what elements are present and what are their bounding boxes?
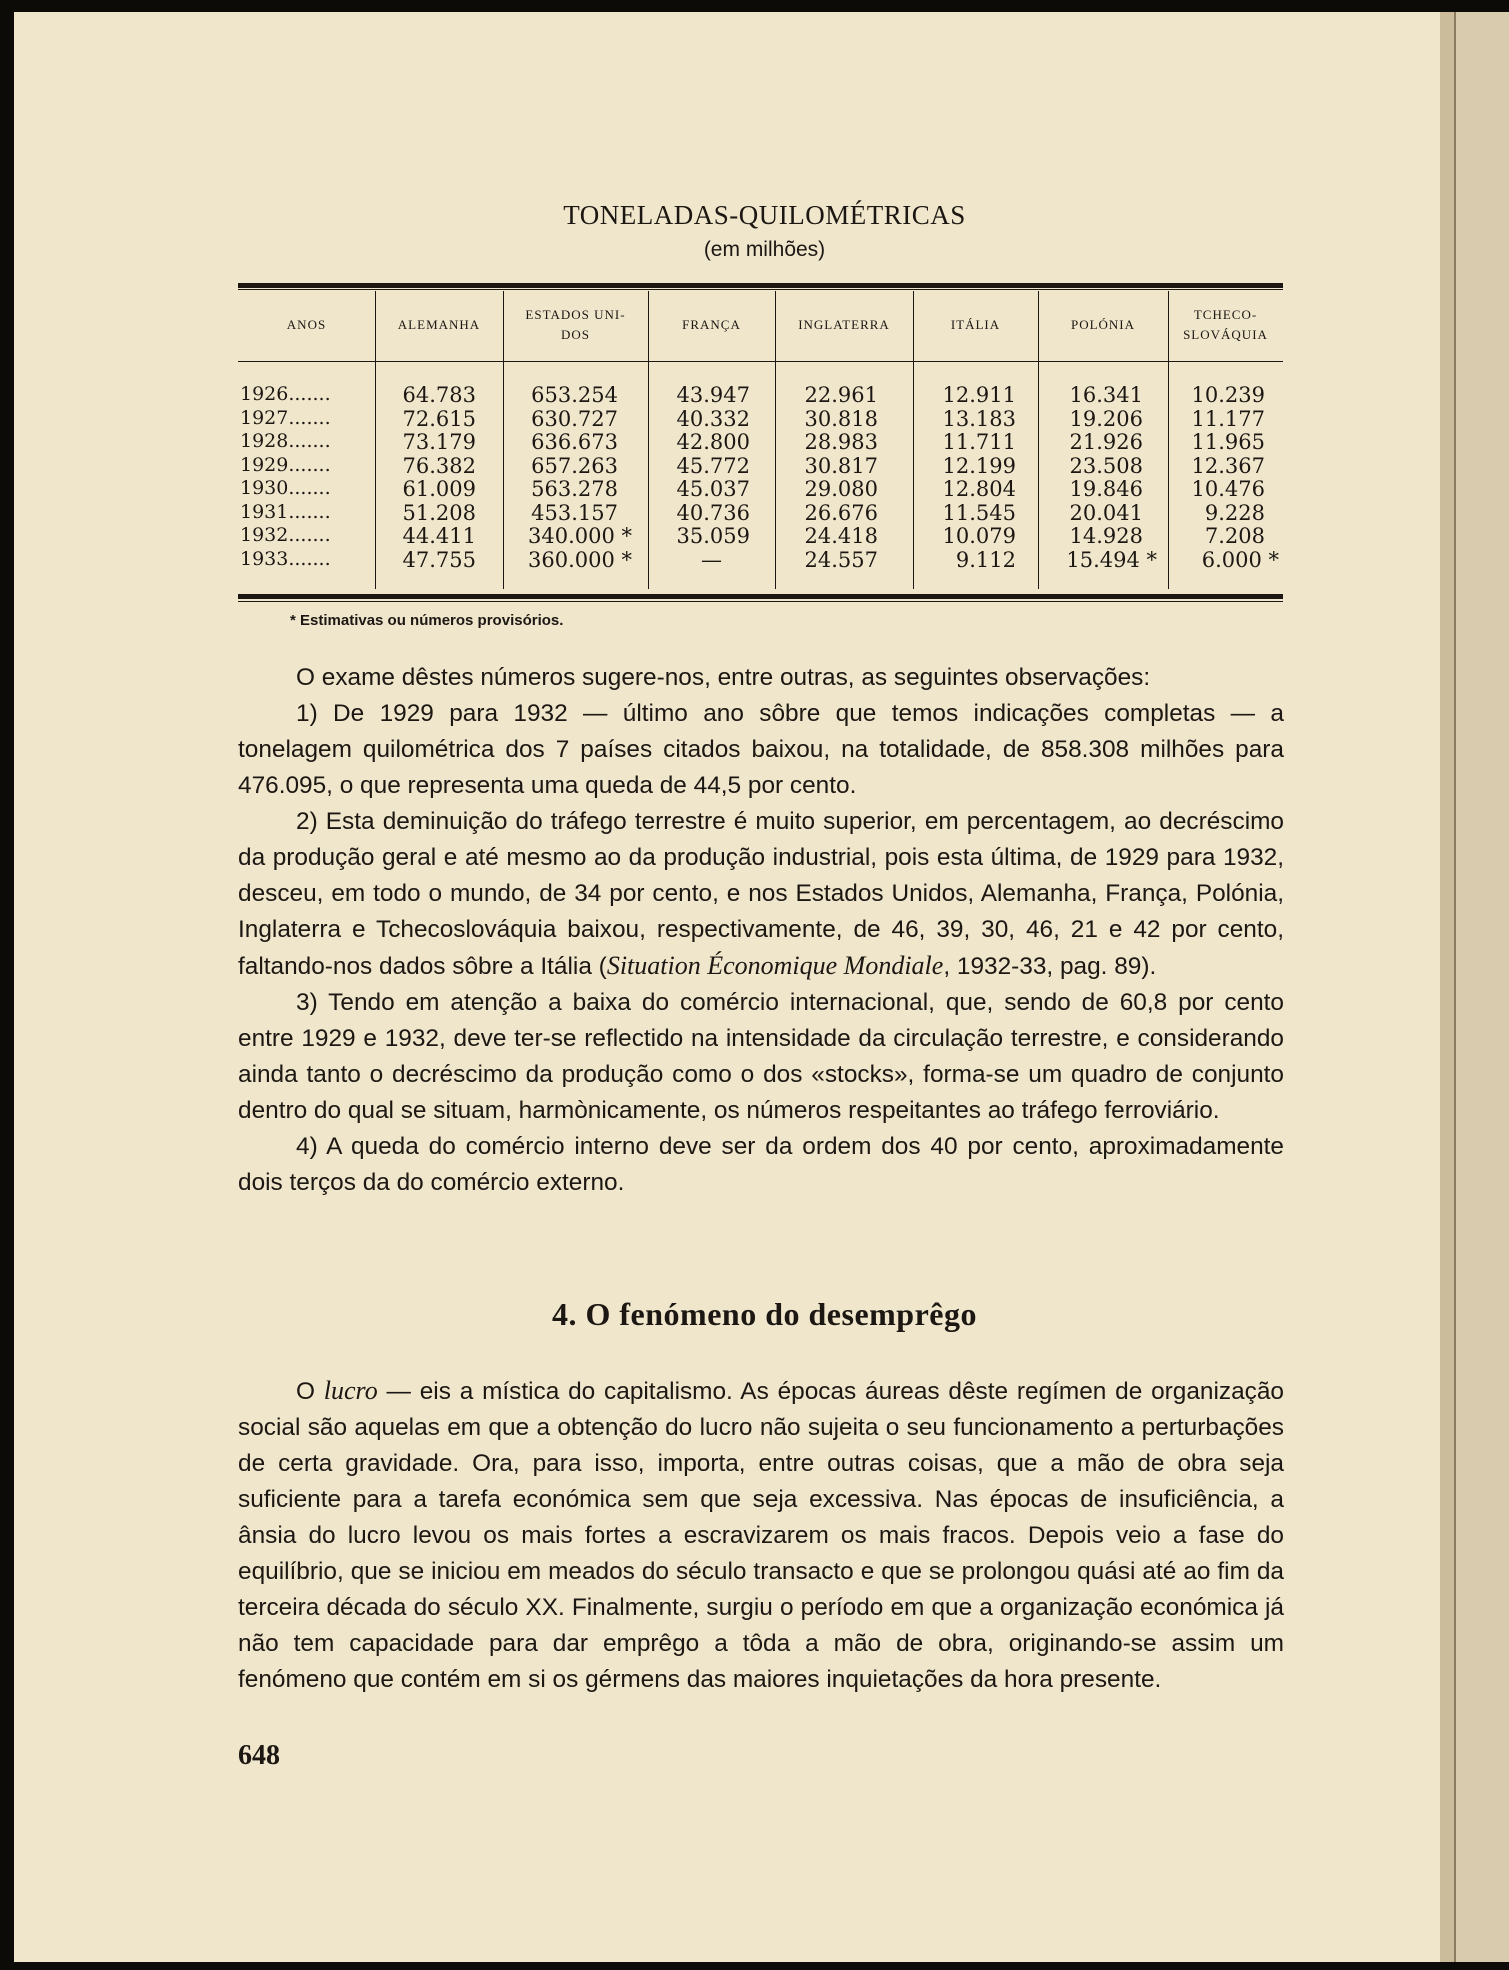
table-top-rule-thin xyxy=(238,289,1283,290)
value-cell-inglaterra: 24.418 xyxy=(804,524,878,548)
value-cell-franca: 40.332 xyxy=(676,406,750,431)
header-polonia: POLÓNIA xyxy=(1070,317,1136,332)
header-franca: FRANÇA xyxy=(682,317,741,332)
table-row xyxy=(238,501,1283,524)
value-cell-italia: 11.545 xyxy=(942,500,1016,525)
table-subtitle: (em milhões) xyxy=(703,238,826,261)
value-cell-italia: 12.911 xyxy=(942,383,1016,407)
value-cell-alemanha: 72.615 xyxy=(402,406,476,431)
year-cell: 1932....... xyxy=(240,524,331,546)
paragraph-3-citation: Situation Économique Mondiale xyxy=(606,951,944,980)
value-cell-alemanha: 73.179 xyxy=(402,430,476,454)
paragraph-5: 4) A queda do comércio interno deve ser da ordem dos 40 por cento, aproximadamente dois terços da do comércio externo. xyxy=(238,1133,1284,1196)
value-cell-franca: 45.037 xyxy=(676,477,750,501)
value-cell-alemanha: 64.783 xyxy=(402,383,476,407)
next-page-edge xyxy=(1454,12,1509,1962)
paragraph-6 xyxy=(238,1373,1284,1698)
paragraph-2: 1) De 1929 para 1932 — último ano sôbre que temos indicações completas — a tonelagem quilométrica dos 7 países citados baixou, na totalidade, de 858.308 milhões para 476.095, o que representa uma queda de 44,5 por cento. xyxy=(238,700,1284,799)
header-italia: ITÁLIA xyxy=(950,317,1001,332)
value-cell-italia: 13.183 xyxy=(942,406,1016,431)
page-number: 648 xyxy=(238,1740,280,1771)
value-cell-alemanha: 76.382 xyxy=(402,453,476,478)
value-cell-estados-unidos: 630.727 xyxy=(531,406,618,431)
value-cell-franca: 42.800 xyxy=(676,430,750,454)
value-cell-tchecoslovaquia: 11.965 xyxy=(1191,430,1265,454)
value-cell-inglaterra: 26.676 xyxy=(804,500,878,525)
table-row xyxy=(238,548,1283,571)
header-alemanha: ALEMANHA xyxy=(397,317,481,332)
paragraph-1: O exame dêstes números sugere-nos, entre outras, as seguintes observações: xyxy=(296,664,1151,691)
value-cell-polonia: 16.341 xyxy=(1069,383,1143,407)
table-row xyxy=(238,383,1283,406)
year-cell: 1933....... xyxy=(240,547,331,570)
value-cell-tchecoslovaquia: 12.367 xyxy=(1191,453,1265,478)
paragraph-6-start: O xyxy=(296,1378,324,1405)
table-row xyxy=(238,454,1283,477)
page-edge xyxy=(1440,12,1454,1962)
table-top-rule xyxy=(238,283,1283,288)
value-cell-polonia: 21.926 xyxy=(1069,430,1143,454)
value-cell-estados-unidos: 340.000 * xyxy=(527,524,632,548)
value-cell-estados-unidos: 657.263 xyxy=(531,453,618,478)
value-cell-polonia: 19.206 xyxy=(1069,406,1143,431)
value-cell-inglaterra: 24.557 xyxy=(804,547,878,572)
paragraph-3-text: 2) Esta deminuição do tráfego terrestre é muito superior, em percentagem, ao decréscimo da produção geral e até mesmo ao da produção industrial, pois esta última, de 1929 para 1932, desceu, em todo o mundo, de 34 por cento, e nos Estados Unidos, Alemanha, França, Polónia, Inglaterra e Tchecoslováquia baixou, respectivamente, de 46, 39, 30, 46, 21 e 42 por cento, faltando-nos dados sôbre a Itália ( xyxy=(238,808,1284,980)
value-cell-franca: 35.059 xyxy=(676,524,750,548)
paragraph-6-text: — eis a mística do capitalismo. As épocas áureas dêste regímen de organização social são aquelas em que a obtenção do lucro não sujeita o seu funcionamento a perturbações de certa gravidade. Ora, para isso, importa, entre outras coisas, que a mão de obra seja suficiente para a tarefa económica sem que seja excessiva. Nas épocas de insuficiência, a ânsia do lucro levou os mais fortes a escravizarem os mais fracos. Depois veio a fase do equilíbrio, que se iniciou em meados do século transacto e que se prolongou quási até ao fim da terceira década do século XX. Finalmente, surgiu o período em que a organização económica já não tem capacidade para dar emprêgo a tôda a mão de obra, originando-se assim um fenómeno que contém em si os gérmens das maiores inquietações da hora presente. xyxy=(238,1378,1284,1693)
year-cell: 1929....... xyxy=(240,453,331,476)
value-cell-inglaterra: 28.983 xyxy=(804,430,878,454)
value-cell-tchecoslovaquia: 6.000 * xyxy=(1201,547,1279,572)
paragraph-4: 3) Tendo em atenção a baixa do comércio internacional, que, sendo de 60,8 por cento entre 1929 e 1932, deve ter-se reflectido na intensidade da circulação terrestre, e considerando ainda tanto o decréscimo da produção como o dos «stocks», forma-se um quadro de conjunto dentro do qual se situam, harmònicamente, os números respeitantes ao tráfego ferroviário. xyxy=(238,989,1284,1124)
table-row xyxy=(238,430,1283,453)
paragraph-3-end: , 1932-33, pag. 89). xyxy=(943,953,1157,980)
year-cell: 1928....... xyxy=(240,430,331,452)
value-cell-alemanha: 51.208 xyxy=(402,500,476,525)
value-cell-polonia: 23.508 xyxy=(1069,453,1143,478)
body-text-1 xyxy=(238,660,1284,1201)
value-cell-franca: — xyxy=(701,547,722,572)
value-cell-franca: 45.772 xyxy=(676,453,750,478)
table-bottom-rule-thin xyxy=(238,601,1283,602)
value-cell-italia: 9.112 xyxy=(955,547,1016,572)
year-cell: 1931....... xyxy=(240,500,331,523)
value-cell-italia: 10.079 xyxy=(942,524,1016,548)
value-cell-inglaterra: 30.817 xyxy=(804,453,878,478)
value-cell-polonia: 15.494 * xyxy=(1066,547,1157,572)
value-cell-tchecoslovaquia: 10.239 xyxy=(1191,383,1265,407)
value-cell-estados-unidos: 360.000 * xyxy=(527,547,632,572)
paragraph-3 xyxy=(238,804,1284,985)
value-cell-estados-unidos: 636.673 xyxy=(531,430,618,454)
header-anos: ANOS xyxy=(286,317,327,332)
paragraph-6-lucro: lucro xyxy=(323,1376,378,1405)
value-cell-tchecoslovaquia: 11.177 xyxy=(1191,406,1265,431)
header-tchecoslovaquia: TCHECO- SLOVÁQUIA xyxy=(1183,307,1268,342)
header-estados-unidos: ESTADOS UNI- DOS xyxy=(525,307,626,342)
table-row xyxy=(238,407,1283,430)
value-cell-italia: 12.199 xyxy=(942,453,1016,478)
value-cell-italia: 11.711 xyxy=(942,430,1016,454)
body-text-2 xyxy=(238,1373,1284,1698)
table-bottom-rule xyxy=(238,594,1283,599)
value-cell-polonia: 20.041 xyxy=(1069,500,1143,525)
value-cell-inglaterra: 30.818 xyxy=(804,406,878,431)
value-cell-estados-unidos: 453.157 xyxy=(531,500,618,525)
value-cell-franca: 43.947 xyxy=(676,383,750,407)
table-row xyxy=(238,477,1283,500)
value-cell-inglaterra: 29.080 xyxy=(804,477,878,501)
value-cell-tchecoslovaquia: 10.476 xyxy=(1191,477,1265,501)
year-cell: 1930....... xyxy=(240,477,331,499)
year-cell: 1927....... xyxy=(240,406,331,429)
value-cell-inglaterra: 22.961 xyxy=(804,383,878,407)
value-cell-polonia: 19.846 xyxy=(1069,477,1143,501)
value-cell-franca: 40.736 xyxy=(676,500,750,525)
value-cell-italia: 12.804 xyxy=(942,477,1016,501)
year-cell: 1926....... xyxy=(240,383,331,405)
value-cell-polonia: 14.928 xyxy=(1069,524,1143,548)
header-bottom-rule xyxy=(238,361,1283,362)
value-cell-alemanha: 47.755 xyxy=(402,547,476,572)
value-cell-tchecoslovaquia: 9.228 xyxy=(1204,500,1265,525)
section-heading: 4. O fenómeno do desemprêgo xyxy=(551,1296,977,1332)
header-inglaterra: INGLATERRA xyxy=(798,317,890,332)
value-cell-estados-unidos: 563.278 xyxy=(531,477,618,501)
value-cell-alemanha: 61.009 xyxy=(402,477,476,501)
table-title: TONELADAS-QUILOMÉTRICAS xyxy=(563,200,966,230)
value-cell-alemanha: 44.411 xyxy=(402,524,476,548)
table-footnote: * Estimativas ou números provisórios. xyxy=(290,612,564,629)
value-cell-estados-unidos: 653.254 xyxy=(531,383,618,407)
table-row xyxy=(238,524,1283,547)
value-cell-tchecoslovaquia: 7.208 xyxy=(1204,524,1265,548)
